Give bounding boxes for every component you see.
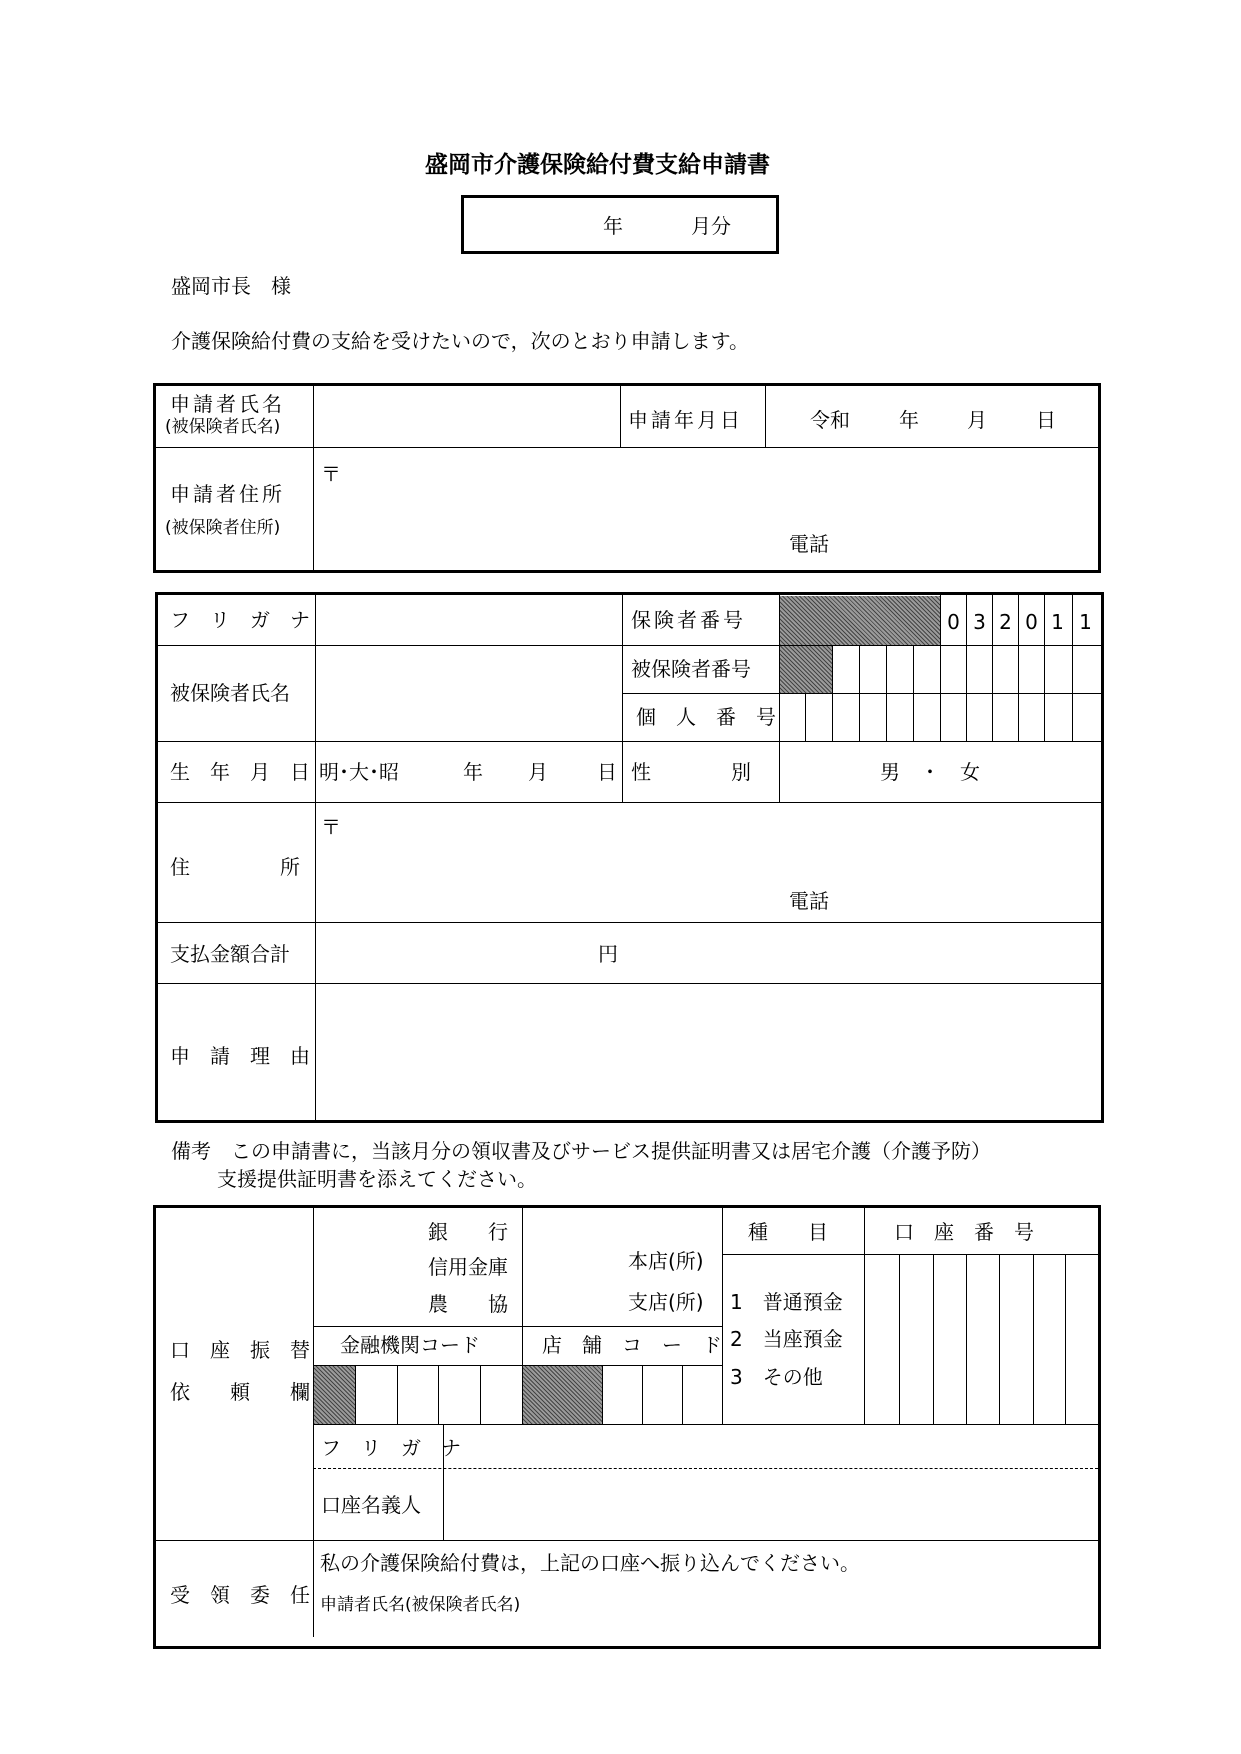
furigana-field[interactable] (317, 597, 620, 643)
branch-code-label: 店 舗 コ ー ド (542, 1333, 722, 1357)
reason-field[interactable] (317, 985, 1099, 1120)
insurer-digit: 3 (973, 610, 986, 634)
period-year-label: 年 (603, 214, 623, 238)
birthdate-day: 日 (597, 760, 617, 784)
account-kind-other[interactable]: 3 その他 (730, 1365, 823, 1389)
insured-no-shaded (780, 646, 832, 693)
request-column-label: 依 頼 欄 (170, 1380, 310, 1404)
account-transfer-label: 口 座 振 替 (170, 1338, 310, 1362)
account-kind-label: 種 目 (748, 1220, 828, 1244)
insurer-digit: 1 (1079, 610, 1092, 634)
applicant-postal-mark: 〒 (321, 462, 341, 486)
account-number-label: 口 座 番 号 (894, 1220, 1034, 1244)
application-date-era: 令和 (810, 408, 850, 432)
insurer-digit: 2 (999, 610, 1012, 634)
remarks-line-2: 支援提供証明書を添えてください。 (217, 1167, 537, 1191)
insurer-digit: 0 (1025, 610, 1038, 634)
branch-code-shaded (523, 1366, 602, 1424)
intro-text: 介護保険給付費の支給を受けたいので，次のとおり申請します。 (171, 329, 749, 353)
account-holder-field[interactable] (445, 1470, 1097, 1538)
branch-name-field[interactable] (524, 1210, 720, 1324)
holder-furigana-field[interactable] (445, 1426, 1097, 1467)
remarks-line-1: 備考 この申請書に，当該月分の領収書及びサービス提供証明書又は居宅介護（介護予防） (171, 1139, 991, 1163)
holder-furigana-label: フ リ ガ ナ (321, 1436, 461, 1460)
delegation-text: 私の介護保険給付費は，上記の口座へ振り込んでください。 (320, 1551, 860, 1575)
account-holder-label: 口座名義人 (321, 1493, 421, 1517)
delegation-signer-field[interactable] (560, 1585, 1090, 1635)
address-label-second: 所 (280, 855, 300, 879)
applicant-name-label: 申請者氏名 (170, 392, 285, 416)
sex-options[interactable]: 男 ・ 女 (880, 760, 980, 784)
application-date-month: 月 (967, 408, 987, 432)
applicant-address-field[interactable] (315, 449, 1097, 570)
insurer-digit: 0 (947, 610, 960, 634)
inst-code-label: 金融機関コード (340, 1333, 480, 1357)
inst-type-bank: 銀 行 (428, 1220, 508, 1244)
period-month-label: 月分 (691, 214, 731, 238)
total-amount-unit: 円 (598, 942, 618, 966)
inst-type-nokyo: 農 協 (428, 1292, 508, 1316)
sex-label: 性 別 (631, 760, 751, 784)
birthdate-year: 年 (463, 760, 483, 784)
account-kind-ordinary[interactable]: 1 普通預金 (730, 1290, 843, 1314)
bank-name-field[interactable] (315, 1210, 520, 1324)
delegation-label: 受 領 委 任 (170, 1583, 310, 1607)
inst-code-shaded (314, 1366, 355, 1424)
insured-postal-mark: 〒 (321, 815, 341, 839)
account-kind-current[interactable]: 2 当座預金 (730, 1327, 843, 1351)
address-label-first: 住 (170, 855, 190, 879)
insured-phone-label: 電話 (789, 889, 829, 913)
furigana-label: フ リ ガ ナ (170, 608, 310, 632)
applicant-address-label: 申請者住所 (170, 482, 285, 506)
total-amount-field[interactable] (317, 924, 1099, 981)
applicant-name-field[interactable] (315, 388, 618, 445)
insured-address-field[interactable] (317, 804, 1099, 920)
application-date-day: 日 (1036, 408, 1056, 432)
personal-no-label: 個 人 番 号 (636, 705, 776, 729)
insurer-no-shaded (780, 596, 940, 645)
application-date-label: 申請年月日 (628, 408, 743, 432)
delegation-signer-label: 申請者氏名(被保険者氏名) (320, 1595, 521, 1615)
applicant-name-sublabel: (被保険者氏名) (165, 417, 281, 437)
application-date-year: 年 (899, 408, 919, 432)
branch-type-main: 本店(所) (628, 1249, 704, 1273)
reason-label: 申 請 理 由 (170, 1044, 310, 1068)
birthdate-label: 生 年 月 日 (170, 760, 310, 784)
applicant-address-sublabel: (被保険者住所) (165, 518, 281, 538)
insured-no-label: 被保険者番号 (631, 657, 751, 681)
branch-type-sub: 支店(所) (628, 1290, 704, 1314)
insurer-digit: 1 (1051, 610, 1064, 634)
insured-name-label: 被保険者氏名 (170, 681, 290, 705)
birthdate-month: 月 (528, 760, 548, 784)
birthdate-era: 明･大･昭 (319, 760, 399, 784)
inst-type-shinkin: 信用金庫 (428, 1255, 508, 1279)
addressee: 盛岡市長 様 (171, 274, 291, 298)
insurer-no-label: 保険者番号 (631, 608, 746, 632)
form-title: 盛岡市介護保険給付費支給申請書 (425, 152, 770, 178)
insured-name-field[interactable] (317, 647, 620, 739)
total-amount-label: 支払金額合計 (170, 942, 290, 966)
applicant-phone-label: 電話 (789, 532, 829, 556)
